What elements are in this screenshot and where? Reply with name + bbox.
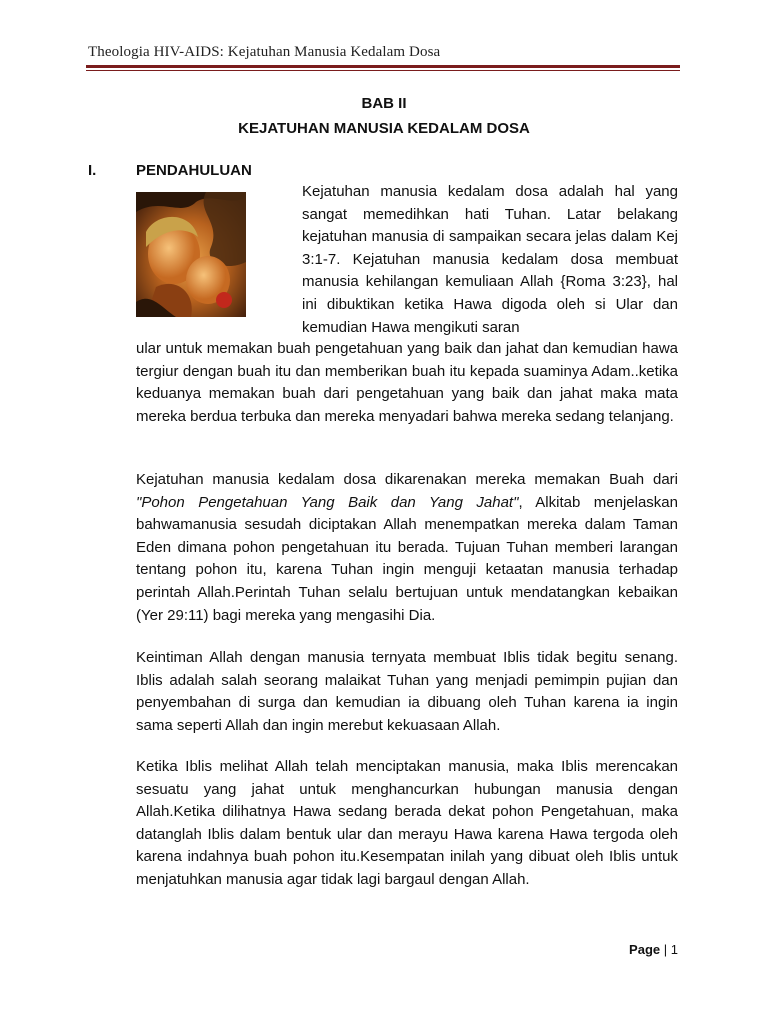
page-footer <box>629 942 678 957</box>
paragraph-intro-continued: ular untuk memakan buah pengetahuan yang baik dan jahat dan kemudian hawa tergiur dengan buah itu dan memberikan buah itu kepada suaminya Adam..ketika keduanya memakan buah dari pengetahuan yang baik dan jahat maka mata mereka berdua terbuka dan mereka menyadari bahwa mereka sedang telanjang. <box>136 340 678 425</box>
page-label: Page <box>629 942 661 957</box>
chapter-title: KEJATUHAN MANUSIA KEDALAM DOSA <box>238 120 530 137</box>
section-title: PENDAHULUAN <box>136 162 252 179</box>
running-header: Theologia HIV-AIDS: Kejatuhan Manusia Kedalam Dosa <box>88 44 441 60</box>
paragraph-temptation: Ketika Iblis melihat Allah telah menciptakan manusia, maka Iblis merencakan sesuatu yang jahat untuk menghancurkan hubungan manusia dengan Allah.Ketika dilihatnya Hawa sedang berada dekat pohon Pengetahuan, maka datanglah Iblis dalam bentuk ular dan merayu Hawa karena Hawa tergoda oleh karena indahnya buah pohon itu.Kesempatan inilah yang dibuat oleh Iblis untuk menjatuhkan manusia agar tidak lagi bargaul dengan Allah. <box>136 758 678 888</box>
paragraph-satan-fall: Keintiman Allah dengan manusia ternyata membuat Iblis tidak begitu senang. Iblis adalah salah seorang malaikat Tuhan yang menjadi pemimpin pujian dan penyembahan di surga dan kemudian ia dibuang oleh Tuhan karena ia ingin sama seperti Allah dan ingin merebut kekuasaan Allah. <box>136 649 678 734</box>
header-rule-thick <box>86 65 680 68</box>
italic-quote: "Pohon Pengetahuan Yang Baik dan Yang Jahat" <box>136 493 519 511</box>
section-number: I. <box>88 162 97 179</box>
adam-eve-painting-image <box>136 192 246 317</box>
page-separator: | <box>663 942 668 957</box>
paragraph-forbidden-fruit <box>136 469 678 627</box>
paragraph-text: , Alkitab menjelaskan bahwamanusia sesudah diciptakan Allah menempatkan mereka dalam Taman Eden dimana pohon pengetahuan itu berada. Tujuan Tuhan memberi larangan tentang pohon itu, karena Tuhan ingin menguji ketaatan manusia terhadap perintah Allah.Perintah Tuhan selalu bertujuan untuk mendatangkan kebaikan (Yer 29:11) bagi mereka yang mengasihi Dia. <box>136 493 678 624</box>
page-number: 1 <box>670 942 678 957</box>
paragraph-intro-wrapped: Kejatuhan manusia kedalam dosa adalah hal yang sangat memedihkan hati Tuhan. Latar belakang kejatuhan manusia di sampaikan secara jelas dalam Kej 3:1-7. Kejatuhan manusia kedalam dosa membuat manusia kehilangan kemuliaan Allah {Roma 3:23}, hal ini dibuktikan ketika Hawa digoda oleh si Ular dan kemudian Hawa mengikuti saran <box>302 183 678 336</box>
chapter-label: BAB II <box>361 95 407 112</box>
header-rule-thin <box>86 70 680 71</box>
paragraph-text: Kejatuhan manusia kedalam dosa dikarenakan mereka memakan Buah dari <box>136 471 678 488</box>
